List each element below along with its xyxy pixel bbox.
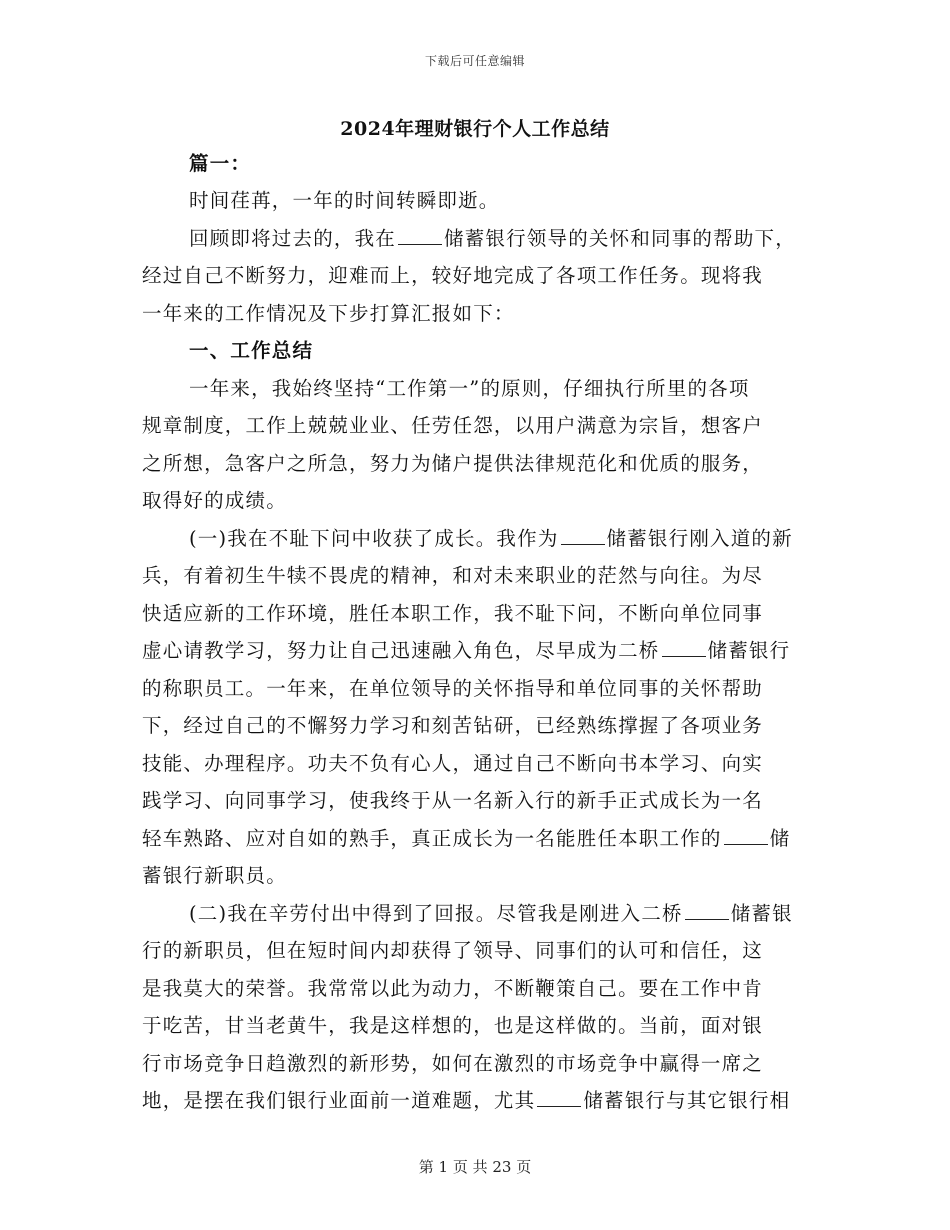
text-run: 回顾即将过去的，我在 bbox=[189, 227, 397, 250]
text-run: 虚心请教学习，努力让自己迅速融入角色，尽早成为二桥 bbox=[142, 639, 660, 662]
header-note: 下载后可任意编辑 bbox=[424, 54, 525, 68]
fill-in-blank bbox=[662, 639, 706, 657]
document-title: 2024年理财银行个人工作总结 bbox=[340, 118, 610, 140]
paragraph-line: 时间荏苒，一年的时间转瞬即逝。 bbox=[189, 189, 500, 212]
fill-in-blank bbox=[561, 527, 605, 545]
paragraph-line: 行市场竞争日趋激烈的新形势，如何在激烈的市场竞争中赢得一席之 bbox=[142, 1052, 764, 1075]
paragraph-line: 经过自己不断努力，迎难而上，较好地完成了各项工作任务。现将我 bbox=[142, 264, 764, 287]
paragraph-line: 规章制度，工作上兢兢业业、任劳任怨，以用户满意为宗旨，想客户 bbox=[142, 414, 764, 437]
paragraph-line: 取得好的成绩。 bbox=[142, 489, 287, 512]
page-number-footer: 第 1 页 共 23 页 bbox=[418, 1158, 532, 1176]
paragraph-line bbox=[142, 1089, 822, 1113]
text-run: 储蓄银 bbox=[730, 902, 793, 925]
paragraph-line bbox=[189, 227, 824, 251]
paragraph-line: 一年来，我始终坚持“工作第一”的原则，仔细执行所里的各项 bbox=[189, 377, 750, 400]
fill-in-blank bbox=[398, 227, 442, 245]
text-run: 储 bbox=[769, 827, 791, 850]
paragraph-line: 行的新职员，但在短时间内却获得了领导、同事们的认可和信任，这 bbox=[142, 939, 764, 962]
paragraph-line: 一年来的工作情况及下步打算汇报如下： bbox=[142, 302, 515, 325]
text-run: 储蓄银行领导的关怀和同事的帮助下， bbox=[444, 227, 796, 250]
text-run: 储蓄银行与其它银行相 bbox=[583, 1089, 791, 1112]
paragraph-line: 兵，有着初生牛犊不畏虎的精神，和对未来职业的茫然与向往。为尽 bbox=[142, 564, 764, 587]
section-label: 篇一： bbox=[189, 152, 252, 175]
fill-in-blank bbox=[537, 1089, 581, 1107]
text-run: (一)我在不耻下问中收获了成长。我作为 bbox=[189, 527, 559, 550]
paragraph-line: 快适应新的工作环境，胜任本职工作，我不耻下问，不断向单位同事 bbox=[142, 602, 764, 625]
paragraph-line: 下，经过自己的不懈努力学习和刻苦钻研，已经熟练撑握了各项业务 bbox=[142, 714, 764, 737]
paragraph-line: 技能、办理程序。功夫不负有心人，通过自己不断向书本学习、向实 bbox=[142, 752, 764, 775]
text-run: (二)我在辛劳付出中得到了回报。尽管我是刚进入二桥 bbox=[189, 902, 683, 925]
fill-in-blank bbox=[724, 827, 768, 845]
paragraph-line bbox=[142, 827, 822, 851]
text-run: 储蓄银行 bbox=[707, 639, 791, 662]
paragraph-line bbox=[142, 639, 822, 663]
paragraph-line: 蓄银行新职员。 bbox=[142, 864, 287, 887]
text-run: 轻车熟路、应对自如的熟手，真正成长为一名能胜任本职工作的 bbox=[142, 827, 722, 850]
fill-in-blank bbox=[685, 902, 729, 920]
paragraph-line: 之所想，急客户之所急，努力为储户提供法律规范化和优质的服务， bbox=[142, 452, 764, 475]
paragraph-line bbox=[189, 527, 824, 551]
section-heading: 一、工作总结 bbox=[189, 339, 314, 362]
paragraph-line: 践学习、向同事学习，使我终于从一名新入行的新手正式成长为一名 bbox=[142, 789, 764, 812]
paragraph-line: 于吃苦，甘当老黄牛，我是这样想的，也是这样做的。当前，面对银 bbox=[142, 1014, 764, 1037]
paragraph-line: 的称职员工。一年来，在单位领导的关怀指导和单位同事的关怀帮助 bbox=[142, 677, 764, 700]
paragraph-line: 是我莫大的荣誉。我常常以此为动力，不断鞭策自己。要在工作中肯 bbox=[142, 977, 764, 1000]
paragraph-line bbox=[189, 902, 824, 926]
text-run: 储蓄银行刚入道的新 bbox=[606, 527, 793, 550]
text-run: 地，是摆在我们银行业面前一道难题，尤其 bbox=[142, 1089, 536, 1112]
